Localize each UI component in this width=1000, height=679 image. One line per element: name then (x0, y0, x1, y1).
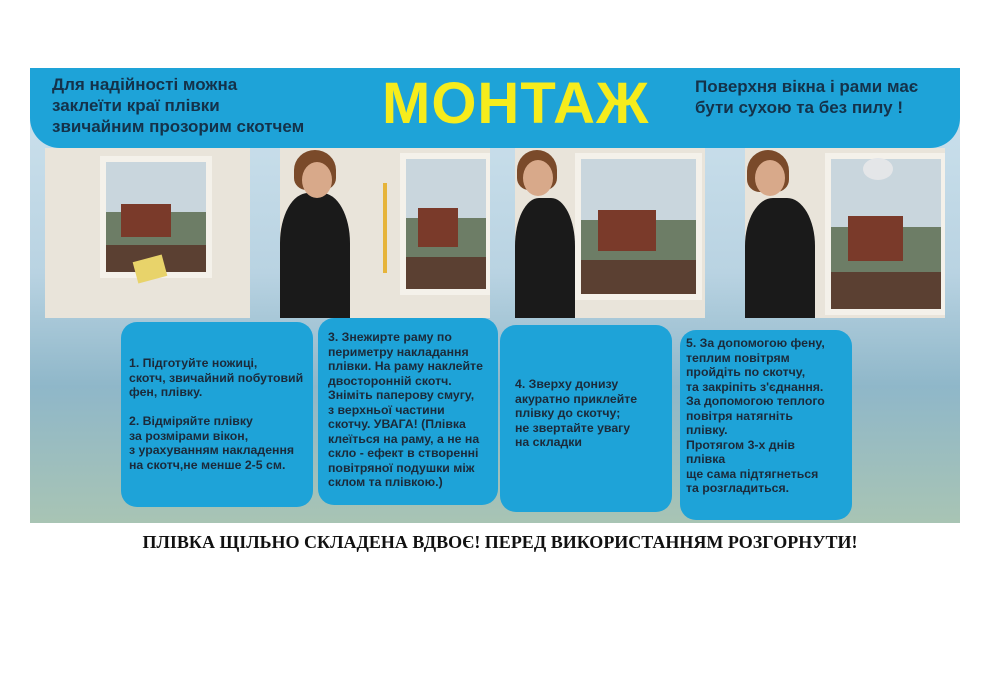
page-title: МОНТАЖ (382, 71, 650, 136)
step-box-1-2: 1. Підготуйте ножиці, скотч, звичайний побутовий фен, плівку. 2. Відміряйте плівку за розмірами вікон, з урахуванням накладення на скотч,не менше 2-5 см. (121, 322, 313, 507)
photo-step-3 (515, 148, 705, 318)
step-box-3: 3. Знежирте раму по периметру накладання плівки. На раму наклейте двосторонній скотч. Зніміть паперову смугу, з верхньої частини скотчу. УВАГА! (Плівка клеїться на раму, а не на скло - ефект в створенні повітряної подушки між склом та плівкою.) (318, 318, 498, 505)
hair-dryer-icon (863, 158, 893, 180)
tape-strip (383, 183, 387, 273)
person-figure (280, 193, 350, 318)
photo-step-1 (45, 148, 250, 318)
photo-step-4 (745, 148, 945, 318)
person-figure (745, 198, 815, 318)
step-box-5: 5. За допомогою фену, теплим повітрям пройдіть по скотчу, та закріпіть з'єднання. За допомогою теплого повітря натягніть плівку. Протягом 3-х днів плівка ще сама підтягнеться та розгладиться. (680, 330, 852, 520)
person-head (523, 160, 553, 196)
header-band (30, 68, 960, 148)
person-head (302, 162, 332, 198)
footer-warning: ПЛІВКА ЩІЛЬНО СКЛАДЕНА ВДВОЄ! ПЕРЕД ВИКОРИСТАННЯМ РОЗГОРНУТИ! (142, 532, 858, 552)
step-box-4: 4. Зверху донизу акуратно приклейте плівку до скотчу; не звертайте увагу на складки (500, 325, 672, 512)
person-head (755, 160, 785, 196)
window-illustration (575, 153, 702, 300)
surface-note: Поверхня вікна і рами має бути сухою та без пилу ! (695, 77, 919, 117)
edge-tape-note: Для надійності можна заклеїти краї плівки звичайним прозорим скотчем (52, 75, 305, 136)
photo-step-2 (280, 148, 490, 318)
person-figure (515, 198, 575, 318)
window-illustration (400, 153, 490, 295)
installation-banner (30, 68, 960, 523)
